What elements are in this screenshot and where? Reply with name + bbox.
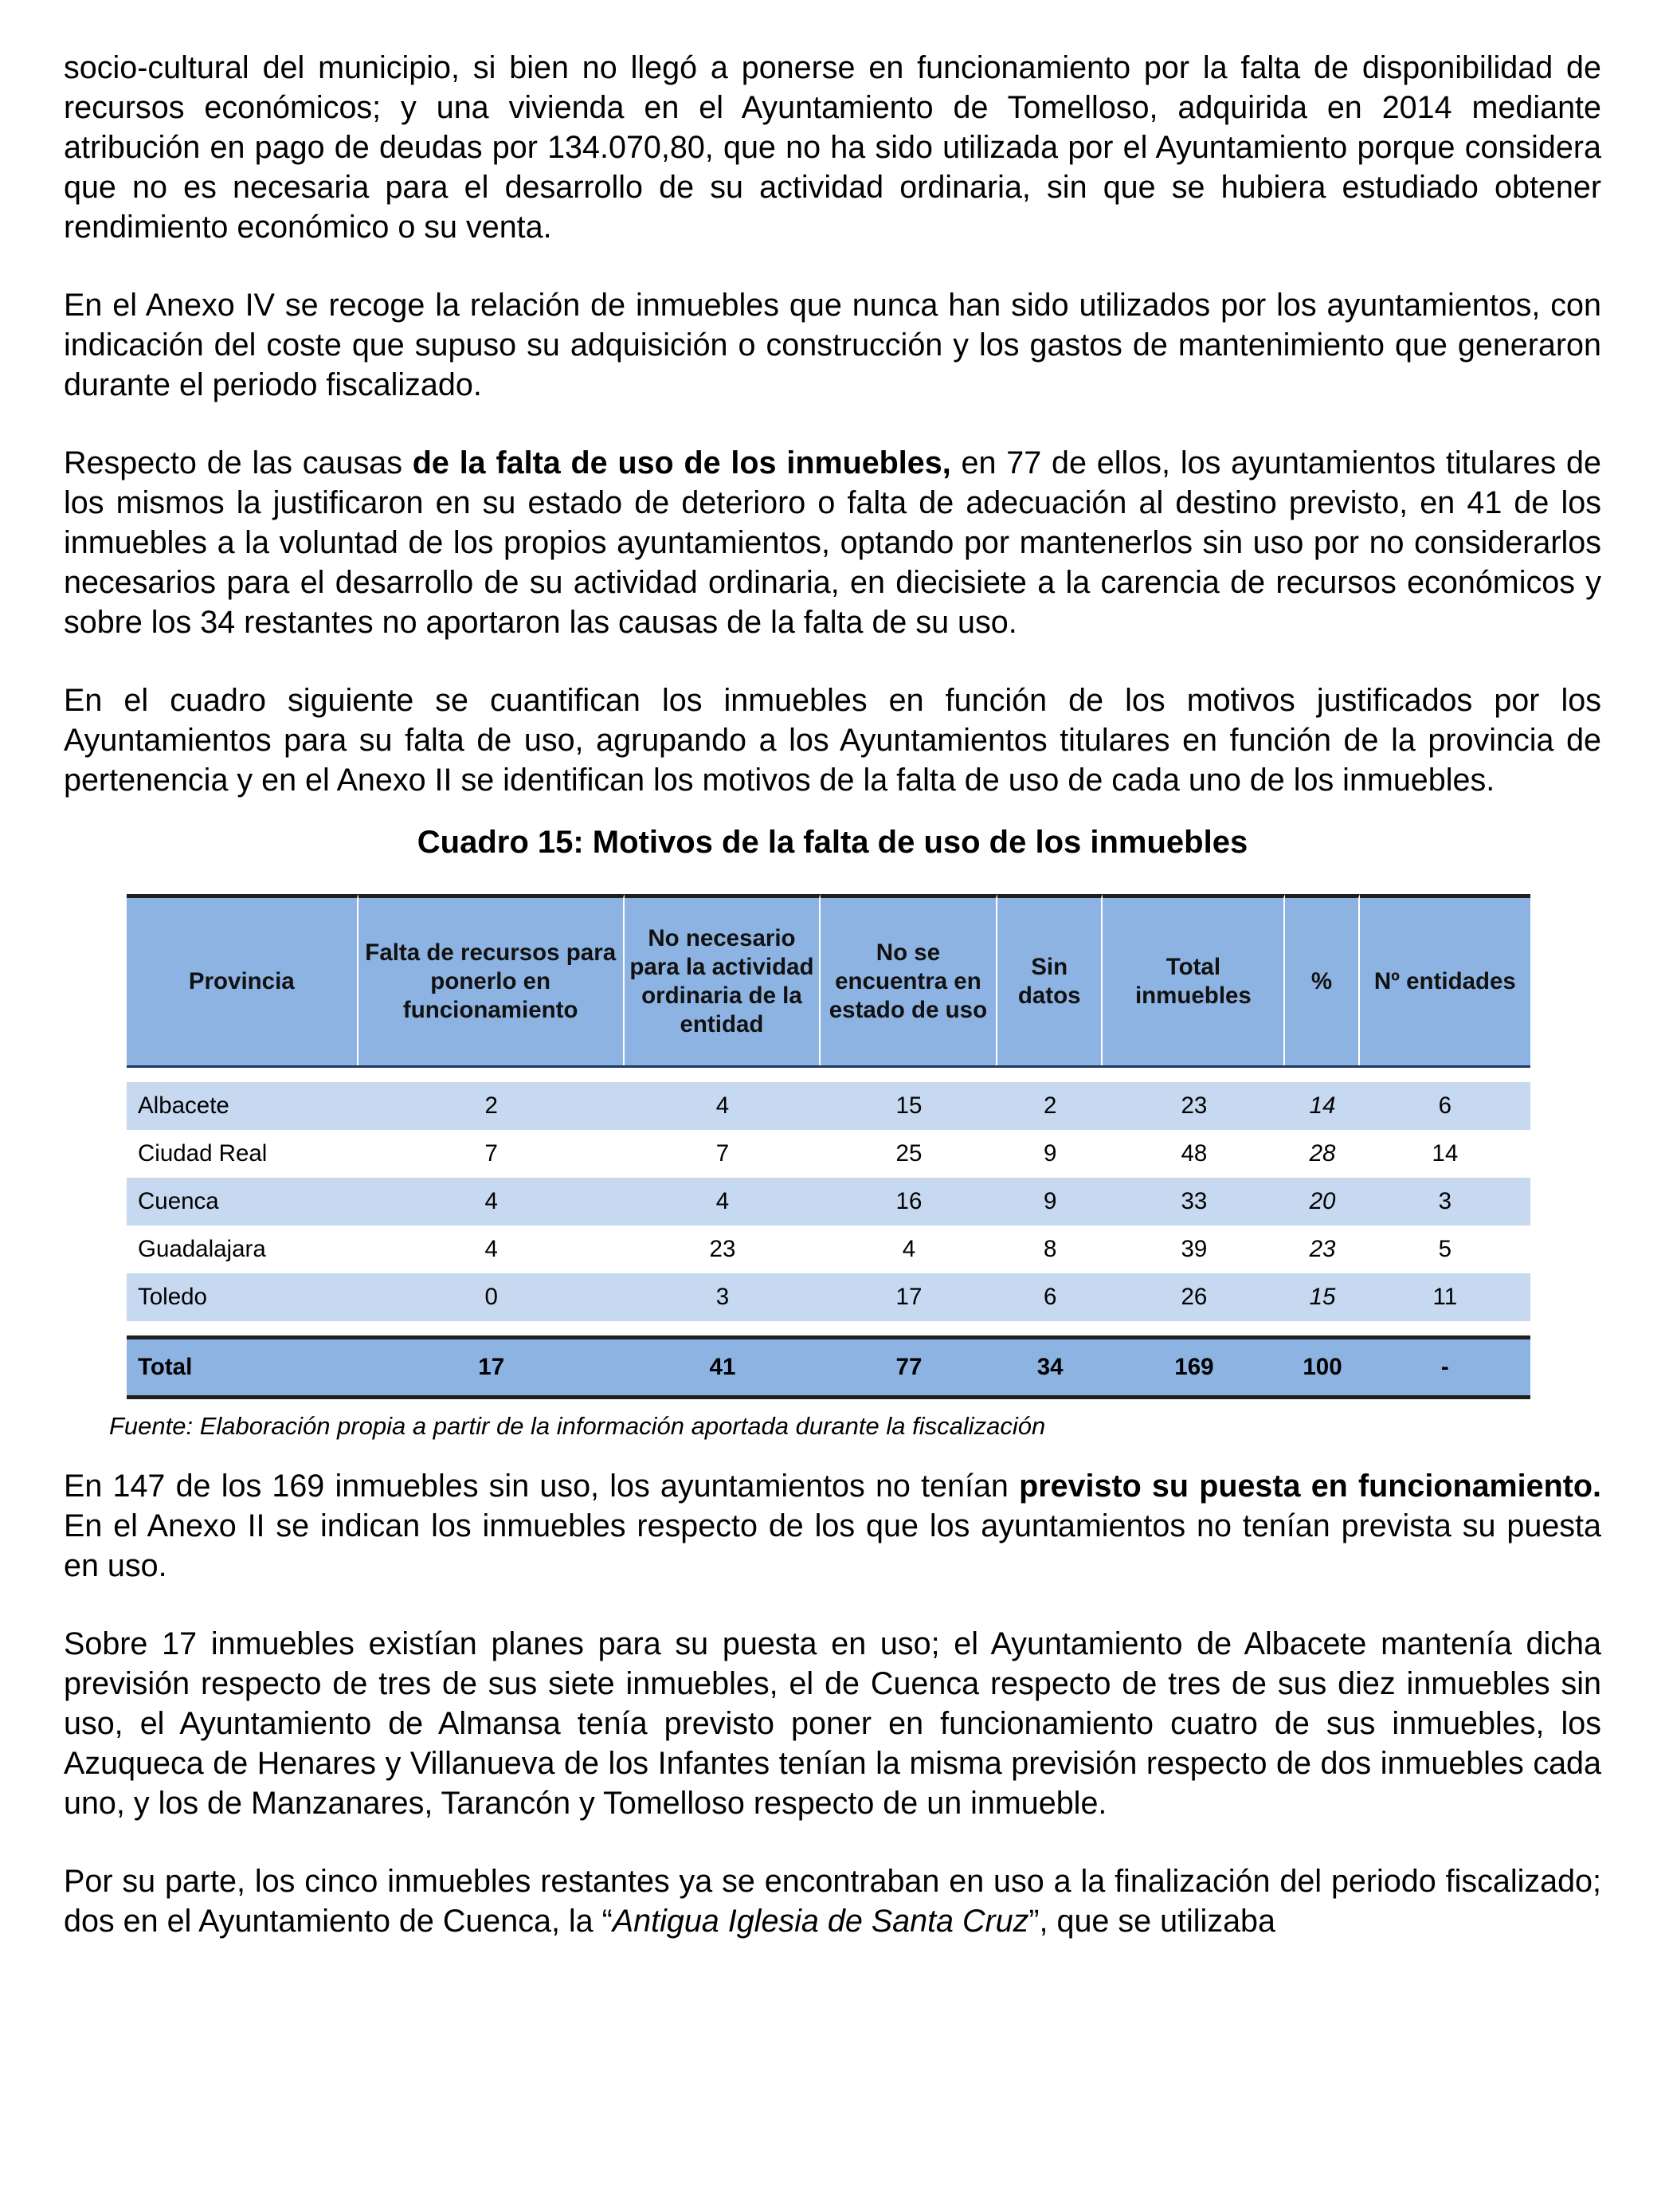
- cell-entidades: 6: [1360, 1082, 1530, 1130]
- cell-total: 48: [1181, 1140, 1208, 1167]
- cell-no-estado: 15: [821, 1082, 997, 1130]
- table-row: [127, 1082, 1530, 1130]
- total-total: 169: [1103, 1335, 1285, 1399]
- cell-total: 23: [1103, 1082, 1285, 1130]
- cell-falta: 0: [358, 1273, 625, 1321]
- paragraph-7-text-c: ”, que se utilizaba: [1028, 1904, 1275, 1939]
- cell-total: 33: [1103, 1178, 1285, 1226]
- paragraph-5-bold: previsto su puesta en funcionamiento.: [1019, 1469, 1601, 1504]
- cell-falta: 4: [358, 1178, 625, 1226]
- cell-sin-datos: 9: [997, 1178, 1103, 1226]
- motivos-table: [127, 894, 1530, 1399]
- cell-sin-datos: 8: [1043, 1236, 1057, 1262]
- cell-entidades: 3: [1360, 1178, 1530, 1226]
- paragraph-7: [64, 1861, 1601, 1941]
- paragraph-3: [64, 443, 1601, 642]
- header-no-necesario: No necesario para la actividad ordinaria de la entidad: [625, 894, 821, 1065]
- paragraph-5: [64, 1466, 1601, 1586]
- cell-sin-datos: 2: [997, 1082, 1103, 1130]
- cell-total: 26: [1103, 1273, 1285, 1321]
- paragraph-7-text-a: Por su parte, los cinco inmuebles restantes ya se encontraban en uso a la finalización del periodo fiscalizado; dos en el Ayuntamiento de Cuenca, la “: [64, 1864, 1601, 1939]
- cell-percent: 14: [1285, 1082, 1359, 1130]
- paragraph-4: En el cuadro siguiente se cuantifican los inmuebles en función de los motivos justificados por los Ayuntamientos para su falta de uso, agrupando a los Ayuntamientos titulares en función de la provincia de pertenencia y en el Anexo II se identifican los motivos de la falta de uso de cada uno de los inmuebles.: [64, 683, 1601, 798]
- cell-sin-datos: 6: [997, 1273, 1103, 1321]
- cell-provincia: Guadalajara: [138, 1236, 266, 1262]
- paragraph-6: Sobre 17 inmuebles existían planes para su puesta en uso; el Ayuntamiento de Albacete mantenía dicha previsión respecto de tres de sus siete inmuebles, el de Cuenca respecto de tres de sus diez inmuebles sin uso, el Ayuntamiento de Almansa tenía previsto poner en funcionamiento cuatro de sus inmuebles, los Azuqueca de Henares y Villanueva de los Infantes tenían la misma previsión respecto de dos inmuebles cada uno, y los de Manzanares, Tarancón y Tomelloso respecto de un inmueble.: [64, 1626, 1601, 1821]
- cell-percent: 20: [1285, 1178, 1359, 1226]
- document-page: [64, 48, 1601, 1941]
- cell-percent: 28: [1309, 1140, 1336, 1167]
- header-falta-recursos: Falta de recursos para ponerlo en funcionamiento: [358, 894, 625, 1065]
- paragraph-7-italic: Antigua Iglesia de Santa Cruz: [612, 1904, 1029, 1939]
- header-total-inmuebles: Total inmuebles: [1103, 894, 1285, 1065]
- cell-sin-datos: 9: [1043, 1140, 1057, 1167]
- cell-entidades: 11: [1360, 1273, 1530, 1321]
- header-percent: %: [1285, 894, 1359, 1065]
- paragraph-2: En el Anexo IV se recoge la relación de inmuebles que nunca han sido utilizados por los ayuntamientos, con indicación del coste que supuso su adquisición o construcción y los gastos de mantenimiento que generaron durante el periodo fiscalizado.: [64, 288, 1601, 402]
- table-spacer: [127, 1321, 1530, 1335]
- table-row: [127, 1130, 1530, 1178]
- header-sin-datos: Sin datos: [997, 894, 1103, 1065]
- table-source: Fuente: Elaboración propia a partir de la información aportada durante la fiscalización: [109, 1412, 1046, 1440]
- paragraph-3-bold: de la falta de uso de los inmuebles,: [412, 445, 951, 480]
- total-label: Total: [127, 1335, 358, 1399]
- cell-no-necesario: 4: [625, 1082, 821, 1130]
- cell-falta: 7: [484, 1140, 498, 1167]
- paragraph-3-text-c: en 77 de ellos, los ayuntamientos titulares de los mismos la justificaron en su estado de deterioro o falta de adecuación al destino previsto, en 41 de los inmuebles a la voluntad de los propios ayuntamientos, optando por mantenerlos sin uso por no considerarlos necesarios para el desarrollo de su actividad ordinaria, en diecisiete a la carencia de recursos económicos y sobre los 34 restantes no aportaron las causas de la falta de su uso.: [64, 445, 1601, 640]
- table-spacer: [127, 1065, 1530, 1082]
- table-total-row: [127, 1335, 1530, 1399]
- total-no-necesario: 41: [625, 1335, 821, 1399]
- cell-provincia: Ciudad Real: [138, 1140, 268, 1167]
- cell-no-necesario: 3: [625, 1273, 821, 1321]
- cell-no-estado: 4: [902, 1236, 916, 1262]
- cell-no-estado: 25: [895, 1140, 923, 1167]
- cell-falta: 4: [484, 1236, 498, 1262]
- cell-no-necesario: 7: [715, 1140, 730, 1167]
- table-row: [127, 1226, 1530, 1273]
- cell-provincia: Cuenca: [127, 1178, 358, 1226]
- table-header-row: [127, 894, 1530, 1065]
- paragraph-5-text-a: En 147 de los 169 inmuebles sin uso, los ayuntamientos no tenían: [64, 1469, 1020, 1504]
- total-sin-datos: 34: [997, 1335, 1103, 1399]
- total-percent: 100: [1285, 1335, 1359, 1399]
- cell-provincia: Albacete: [127, 1082, 358, 1130]
- cell-entidades: 5: [1438, 1236, 1452, 1262]
- header-num-entidades: Nº entidades: [1360, 894, 1530, 1065]
- cell-no-estado: 16: [821, 1178, 997, 1226]
- cell-no-estado: 17: [821, 1273, 997, 1321]
- cell-no-necesario: 4: [625, 1178, 821, 1226]
- total-falta: 17: [358, 1335, 625, 1399]
- cell-no-necesario: 23: [709, 1236, 736, 1262]
- table-row: [127, 1178, 1530, 1226]
- cell-entidades: 14: [1432, 1140, 1459, 1167]
- cell-percent: 15: [1285, 1273, 1359, 1321]
- cell-percent: 23: [1309, 1236, 1336, 1262]
- total-no-estado: 77: [821, 1335, 997, 1399]
- cell-total: 39: [1181, 1236, 1208, 1262]
- table-caption: Cuadro 15: Motivos de la falta de uso de los inmuebles: [417, 825, 1248, 860]
- header-provincia: Provincia: [127, 894, 358, 1065]
- cell-provincia: Toledo: [127, 1273, 358, 1321]
- table-row: [127, 1273, 1530, 1321]
- paragraph-1: socio-cultural del municipio, si bien no llegó a ponerse en funcionamiento por la falta de disponibilidad de recursos económicos; y una vivienda en el Ayuntamiento de Tomelloso, adquirida en 2014 mediante atribución en pago de deudas por 134.070,80, que no ha sido utilizada por el Ayuntamiento porque considera que no es necesaria para el desarrollo de su actividad ordinaria, sin que se hubiera estudiado obtener rendimiento económico o su venta.: [64, 50, 1601, 245]
- cell-falta: 2: [358, 1082, 625, 1130]
- paragraph-5-text-c: En el Anexo II se indican los inmuebles respecto de los que los ayuntamientos no tenían prevista su puesta en uso.: [64, 1508, 1601, 1583]
- header-no-estado-uso: No se encuentra en estado de uso: [821, 894, 997, 1065]
- paragraph-3-text-a: Respecto de las causas: [64, 445, 413, 480]
- total-entidades: -: [1360, 1335, 1530, 1399]
